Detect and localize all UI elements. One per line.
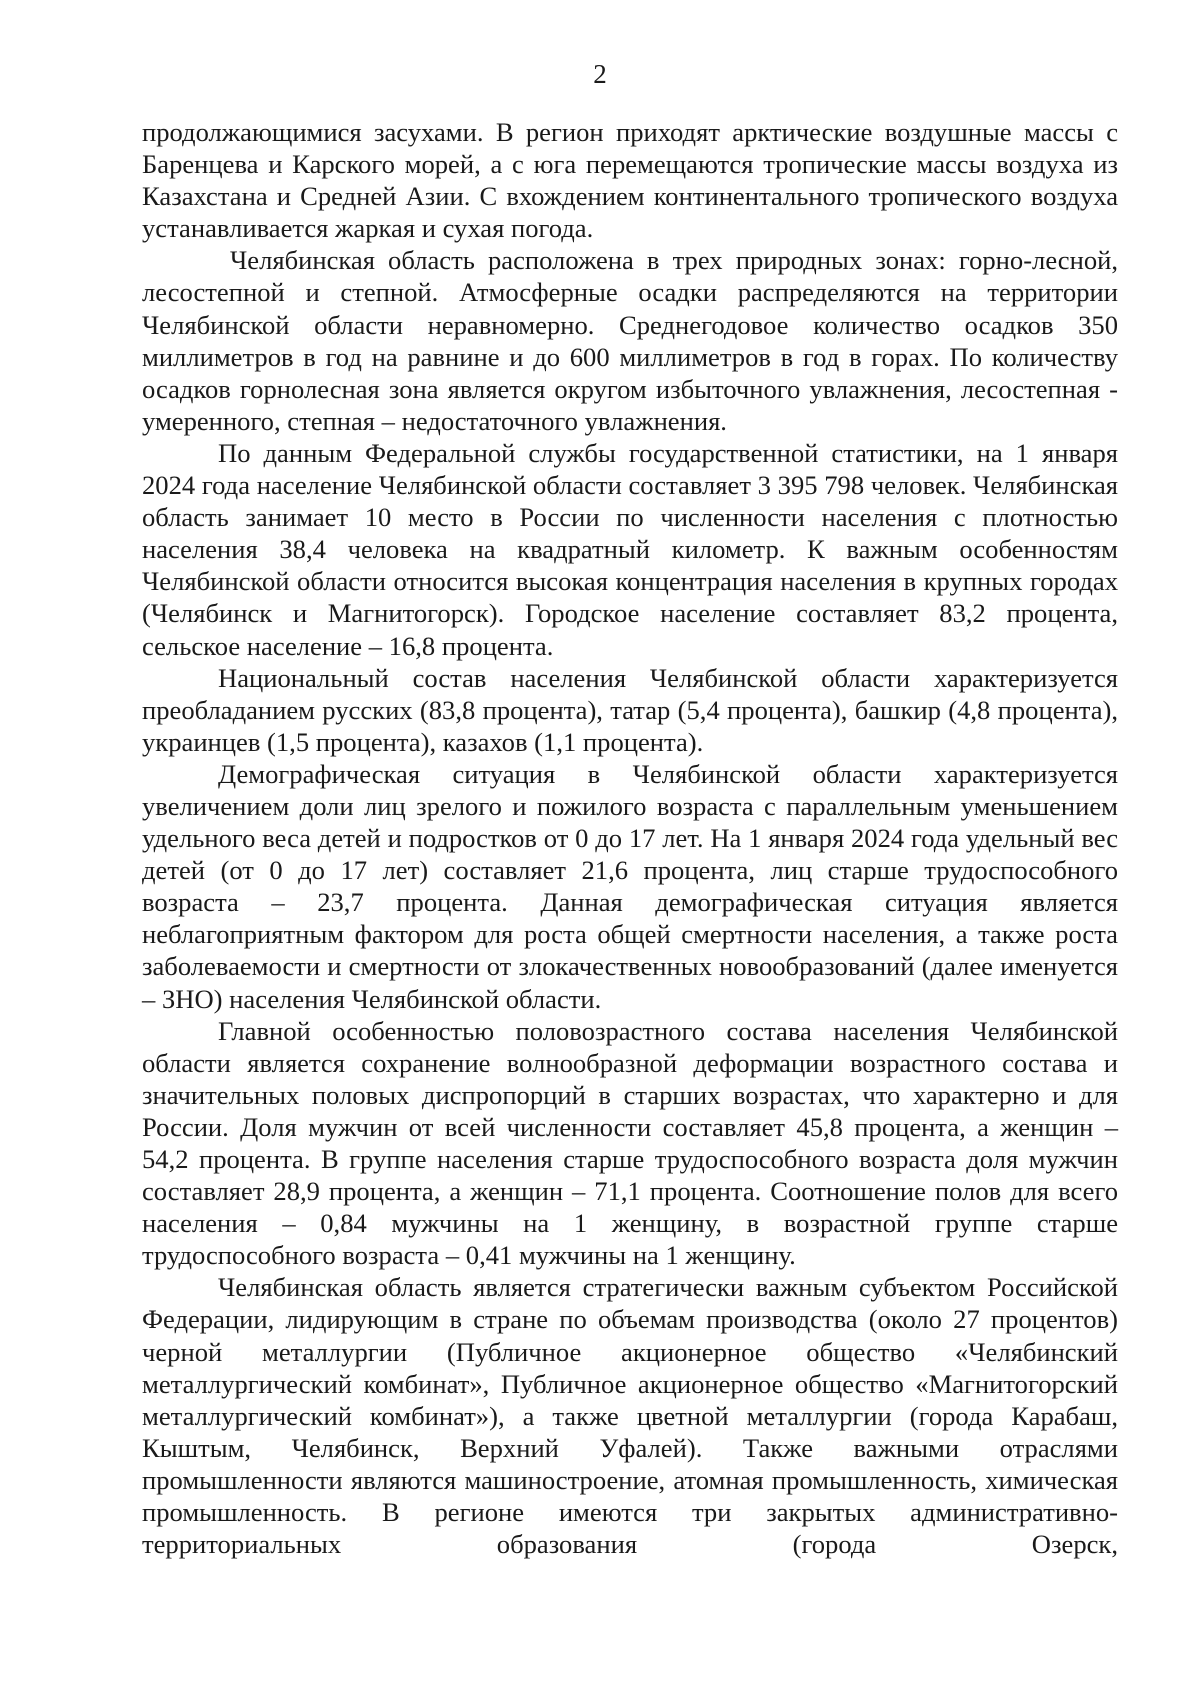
document-body [142,116,1118,1560]
paragraph-natural-zones: Челябинская область расположена в трех природных зонах: горно-лесной, лесостепной и степной. Атмосферные осадки распределяются на территории Челябинской области неравномерно. Среднегодовое количество осадков 350 миллиметров в год на равнине и до 600 миллиметров в год в горах. По количеству осадков горнолесная зона является округом избыточного увлажнения, лесостепная - умеренного, степная – недостаточного увлажнения. [142,245,1118,436]
paragraph-climate-continuation: продолжающимися засухами. В регион приходят арктические воздушные массы с Баренцева и Карского морей, а с юга перемещаются тропические массы воздуха из Казахстана и Средней Азии. С вхождением континентального тропического воздуха устанавливается жаркая и сухая погода. [142,117,1118,244]
paragraph-demographic-situation: Демографическая ситуация в Челябинской области характеризуется увеличением доли лиц зрелого и пожилого возраста с параллельным уменьшением удельного веса детей и подростков от 0 до 17 лет. На 1 января 2024 года удельный вес детей (от 0 до 17 лет) составляет 21,6 процента, лиц старше трудоспособного возраста – 23,7 процента. Данная демографическая ситуация является неблагоприятным фактором для роста общей смертности населения, а также роста заболеваемости и смертности от злокачественных новообразований (далее именуется – ЗНО) населения Челябинской области. [142,758,1118,1014]
paragraph-sex-age-structure: Главной особенностью половозрастного состава населения Челябинской области является сохранение волнообразной деформации возрастного состава и значительных половых диспропорций в старших возрастах, что характерно и для России. Доля мужчин от всей численности составляет 45,8 процента, а женщин – 54,2 процента. В группе населения старше трудоспособного возраста доля мужчин составляет 28,9 процента, а женщин – 71,1 процента. Соотношение полов для всего населения – 0,84 мужчины на 1 женщину, в возрастной группе старше трудоспособного возраста – 0,41 мужчины на 1 женщину. [142,1015,1118,1271]
paragraph-industry: Челябинская область является стратегически важным субъектом Российской Федерации, лидирующим в стране по объемам производства (около 27 процентов) черной металлургии (Публичное акционерное общество «Челябинский металлургический комбинат», Публичное акционерное общество «Магнитогорский металлургический комбинат»), а также цветной металлургии (города Карабаш, Кыштым, Челябинск, Верхний Уфалей). Также важными отраслями промышленности являются машиностроение, атомная промышленность, химическая промышленность. В регионе имеются три закрытых административно-территориальных образования (города Озерск, [142,1272,1118,1560]
paragraph-population: По данным Федеральной службы государственной статистики, на 1 января 2024 года население Челябинской области составляет 3 395 798 человек. Челябинская область занимает 10 место в России по численности населения с плотностью населения 38,4 человека на квадратный километр. К важным особенностям Челябинской области относится высокая концентрация населения в крупных городах (Челябинск и Магнитогорск). Городское население составляет 83,2 процента, сельское население – 16,8 процента. [142,437,1118,661]
paragraph-ethnic-composition: Национальный состав населения Челябинской области характеризуется преобладанием русских (83,8 процента), татар (5,4 процента), башкир (4,8 процента), украинцев (1,5 процента), казахов (1,1 процента). [142,662,1118,757]
page-number: 2 [593,59,607,89]
